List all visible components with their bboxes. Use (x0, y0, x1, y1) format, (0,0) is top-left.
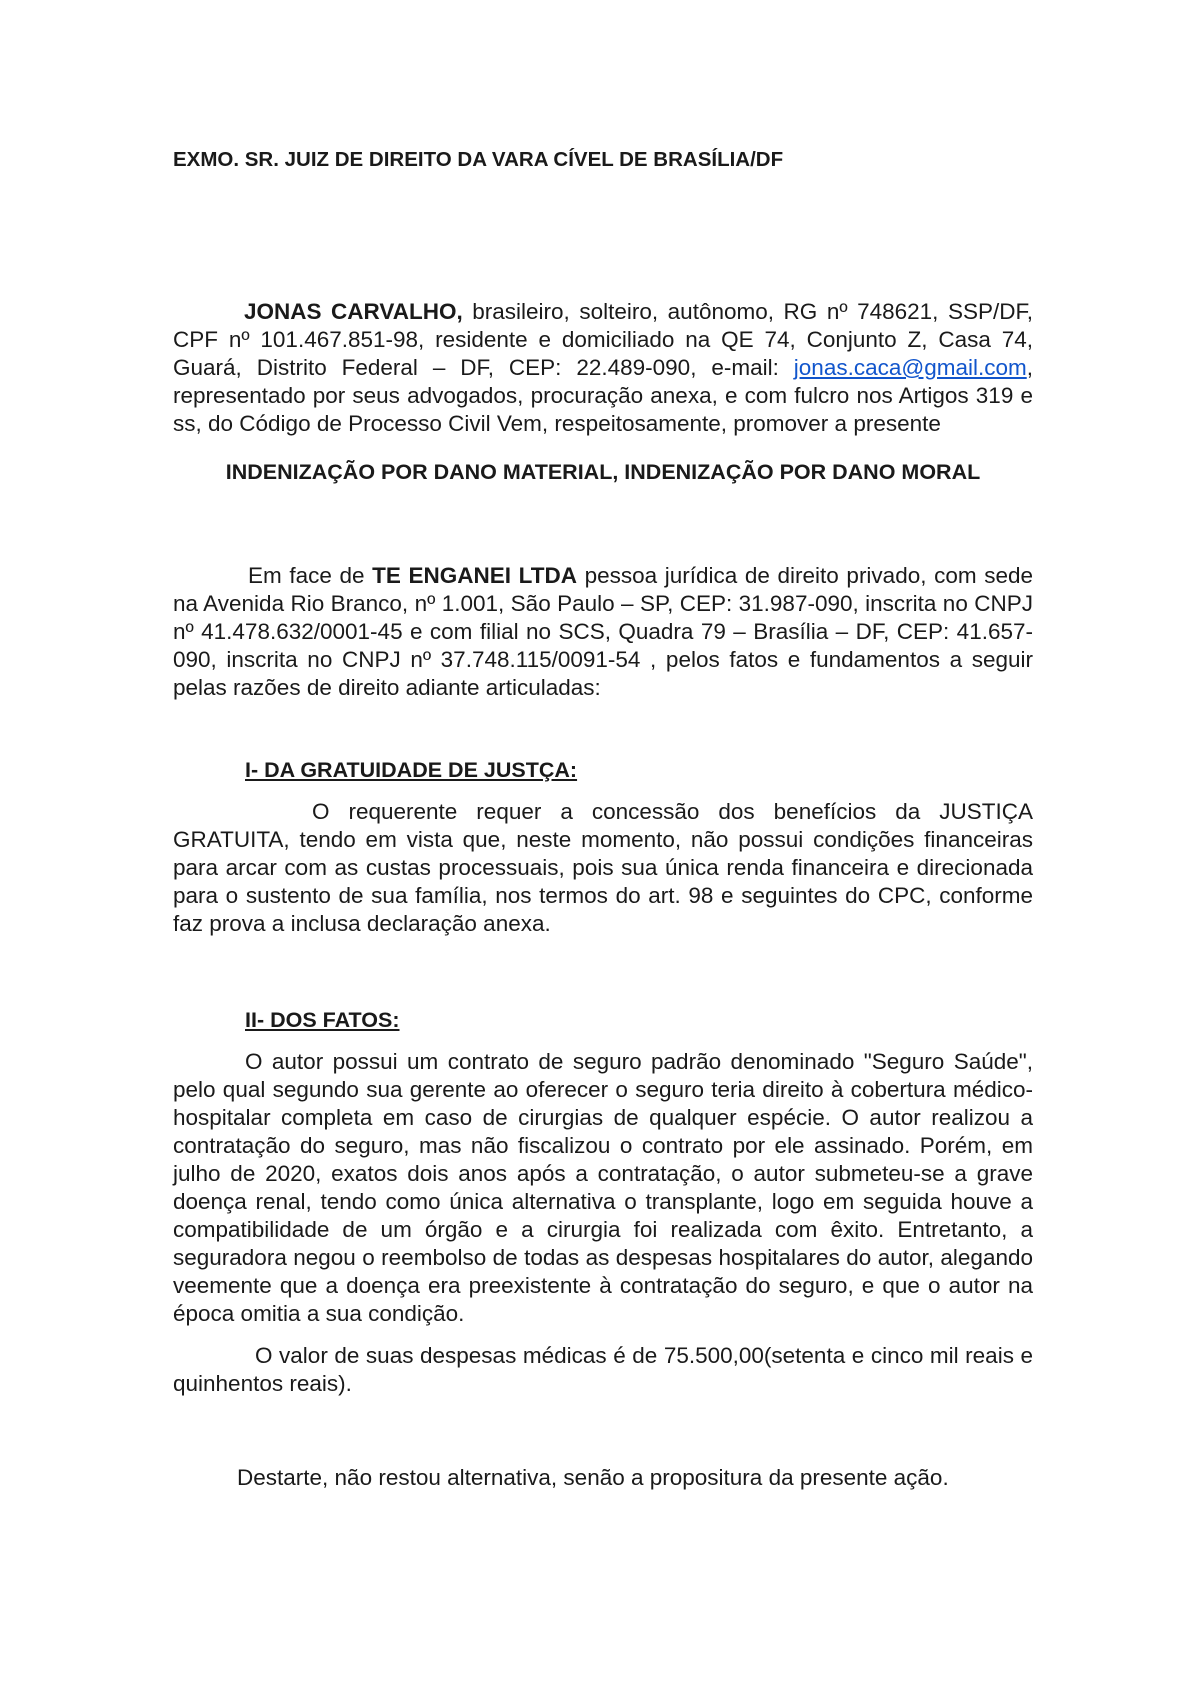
expenses-value-paragraph: O valor de suas despesas médicas é de 75.500,00(setenta e cinco mil reais e quinhentos reais). (173, 1343, 1033, 1396)
defendant-details: pessoa jurídica de direito privado, com sede na Avenida Rio Branco, nº 1.001, São Paulo – SP, CEP: 31.987-090, inscrita no CNPJ nº 41.478.632/0001-45 e com filial no SCS, Quadra 79 – Brasília – DF, CEP: 41.657-090, inscrita no CNPJ nº 37.748.115/0091-54 , pelos fatos e fundamentos a seguir pelas razões de direito adiante articuladas: (173, 563, 1033, 700)
plaintiff-details-continued: , representado por seus advogados, procuração anexa, e com fulcro nos Artigos 319 e ss, do Código de Processo Civil Vem, respeitosamente, promover a presente (173, 355, 1033, 436)
plaintiff-qualification (173, 298, 1033, 438)
defendant-prefix: Em face de (248, 563, 373, 588)
plaintiff-details: brasileiro, solteiro, autônomo, RG nº 748621, SSP/DF, CPF nº 101.467.851-98, residente e domiciliado na QE 74, Conjunto Z, Casa 74, Guará, Distrito Federal – DF, CEP: 22.489-090, e-mail: (173, 299, 1033, 380)
section-heading-gratuidade: I- DA GRATUIDADE DE JUSTÇA: (245, 758, 578, 782)
closing-paragraph: Destarte, não restou alternativa, senão a propositura da presente ação. (237, 1465, 949, 1490)
gratuidade-paragraph: O requerente requer a concessão dos benefícios da JUSTIÇA GRATUITA, tendo em vista que, neste momento, não possui condições financeiras para arcar com as custas processuais, pois sua única renda financeira e direcionada para o sustento de sua família, nos termos do art. 98 e seguintes do CPC, conforme faz prova a inclusa declaração anexa. (173, 799, 1033, 936)
defendant-name: TE ENGANEI LTDA (372, 563, 577, 588)
addressee-heading: EXMO. SR. JUIZ DE DIREITO DA VARA CÍVEL DE BRASÍLIA/DF (173, 148, 784, 171)
document-body (173, 140, 1033, 1492)
defendant-qualification (173, 562, 1033, 702)
plaintiff-name: JONAS CARVALHO, (244, 299, 463, 324)
plaintiff-email-link[interactable]: jonas.caca@gmail.com (793, 355, 1027, 380)
facts-paragraph: O autor possui um contrato de seguro padrão denominado "Seguro Saúde", pelo qual segundo sua gerente ao oferecer o seguro teria direito à cobertura médico-hospitalar completa em caso de cirurgias de qualquer espécie. O autor realizou a contratação do seguro, mas não fiscalizou o contrato por ele assinado. Porém, em julho de 2020, exatos dois anos após a contratação, o autor submeteu-se a grave doença renal, tendo como única alternativa o transplante, logo em seguida houve a compatibilidade de um órgão e a cirurgia foi realizada com êxito. Entretanto, a seguradora negou o reembolso de todas as despesas hospitalares do autor, alegando veemente que a doença era preexistente à contratação do seguro, e que o autor na época omitia a sua condição. (173, 1049, 1033, 1326)
section-heading-fatos: II- DOS FATOS: (245, 1008, 400, 1032)
action-title: INDENIZAÇÃO POR DANO MATERIAL, INDENIZAÇÃO POR DANO MORAL (225, 460, 981, 484)
